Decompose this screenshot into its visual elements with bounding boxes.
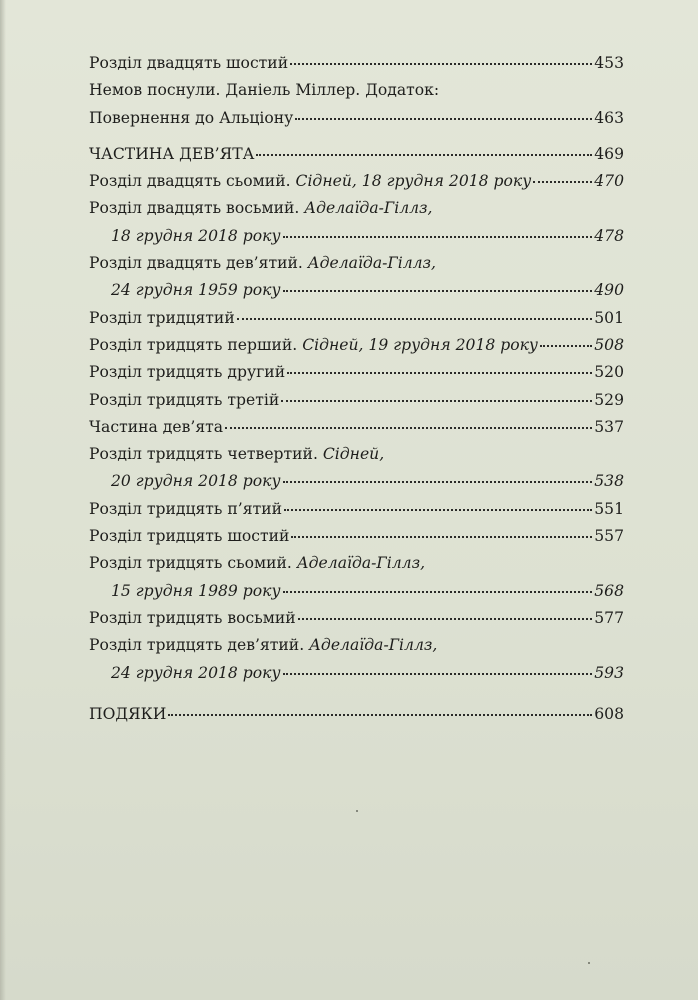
- toc-entry-continuation: [89, 664, 624, 691]
- toc-page-number: 453: [594, 54, 624, 72]
- toc-entry-title: Розділ тридцять дев’ятий. Аделаїда-Гіллз,: [89, 636, 438, 655]
- dot-leader: [283, 236, 593, 238]
- dot-leader: [540, 345, 592, 347]
- toc-entry-title: Немов поснули. Даніель Міллер. Додаток:: [89, 81, 440, 100]
- toc-entry: [89, 199, 624, 226]
- toc-entry-continuation: [89, 472, 624, 499]
- dot-leader: [533, 181, 592, 183]
- toc-page-number: 529: [594, 390, 624, 409]
- toc-page-number: 470: [594, 172, 624, 191]
- dot-leader: [290, 63, 592, 65]
- toc-page-number: 520: [594, 363, 624, 382]
- dot-leader: [281, 400, 592, 402]
- toc-entry-title: Розділ тридцять сьомий. Аделаїда-Гіллз,: [89, 554, 426, 573]
- toc-entry-continuation: [89, 227, 624, 254]
- toc-entry-title: Розділ тридцятий: [89, 308, 235, 327]
- dot-leader: [283, 481, 593, 483]
- toc-part-heading: [89, 145, 624, 172]
- dot-leader: [283, 290, 593, 292]
- toc-entry-title: Розділ двадцять шостий: [89, 54, 289, 72]
- toc-page-number: 508: [594, 335, 624, 354]
- toc-entry-title: Розділ тридцять п’ятий: [89, 499, 282, 518]
- toc-page-number: 577: [594, 608, 624, 627]
- paper-speck: [356, 810, 358, 812]
- toc-entry: [89, 500, 624, 527]
- toc-entry-title: Розділ тридцять шостий: [89, 527, 290, 546]
- toc-entry: [89, 527, 624, 554]
- toc-entry: [89, 636, 624, 663]
- toc-entry: [89, 54, 624, 81]
- toc-entry: [89, 81, 624, 108]
- table-of-contents: [89, 54, 624, 732]
- paper-speck: [588, 962, 590, 964]
- toc-page-number: 463: [594, 108, 624, 127]
- toc-entry-title: Розділ двадцять сьомий. Сідней, 18 грудня 2018 року: [89, 172, 532, 191]
- toc-entry-title: Розділ тридцять четвертий. Сідней,: [89, 445, 385, 464]
- toc-entry-subtitle: 20 грудня 2018 року: [111, 472, 281, 491]
- dot-leader: [298, 618, 593, 620]
- dot-leader: [283, 673, 593, 675]
- toc-page-number: 557: [594, 527, 624, 546]
- toc-entry: [89, 554, 624, 581]
- toc-entry: [89, 363, 624, 390]
- toc-entry-subtitle: Сідней,: [322, 445, 385, 464]
- toc-entry-title: Повернення до Альціону: [89, 108, 294, 127]
- toc-entry-title: ЧАСТИНА ДЕВ’ЯТА: [89, 144, 255, 163]
- toc-entry: [89, 309, 624, 336]
- toc-entry-subtitle: 24 грудня 2018 року: [111, 663, 281, 682]
- toc-page-number: 478: [594, 226, 624, 245]
- toc-entry-title: ПОДЯКИ: [89, 704, 167, 723]
- dot-leader: [237, 318, 593, 320]
- dot-leader: [168, 714, 592, 716]
- toc-entry-subtitle: 18 грудня 2018 року: [111, 226, 281, 245]
- toc-entry-subtitle: Сідней, 18 грудня 2018 року: [295, 172, 532, 191]
- dot-leader: [283, 591, 593, 593]
- toc-page-number: 490: [594, 281, 624, 300]
- dot-leader: [295, 118, 592, 120]
- toc-entry-title: Розділ тридцять восьмий: [89, 608, 296, 627]
- toc-acknowledgements: [89, 705, 624, 732]
- toc-entry-continuation: [89, 281, 624, 308]
- dot-leader: [284, 509, 592, 511]
- dot-leader: [291, 536, 592, 538]
- toc-entry-subtitle: Аделаїда-Гіллз,: [304, 199, 433, 218]
- toc-entry-subtitle: Аделаїда-Гіллз,: [309, 636, 438, 655]
- toc-entry: [89, 172, 624, 199]
- toc-entry-title: Розділ двадцять дев’ятий. Аделаїда-Гіллз,: [89, 254, 437, 273]
- toc-entry-subtitle: Аделаїда-Гіллз,: [307, 254, 437, 273]
- toc-entry-title: Частина дев’ята: [89, 417, 224, 436]
- page-spine-shadow: [0, 0, 6, 1000]
- toc-page-number: 593: [594, 663, 624, 682]
- toc-entry-subtitle: 24 грудня 1959 року: [111, 281, 281, 300]
- toc-entry-title: Розділ тридцять другий: [89, 363, 286, 382]
- toc-page-number: 501: [594, 308, 624, 327]
- toc-page-number: 608: [594, 704, 624, 723]
- toc-entry-title: Розділ тридцять перший. Сідней, 19 грудня 2018 року: [89, 335, 538, 354]
- toc-page-number: 568: [594, 581, 624, 600]
- toc-page-number: 538: [594, 472, 624, 491]
- toc-entry-subtitle: Сідней, 19 грудня 2018 року: [302, 335, 538, 354]
- dot-leader: [256, 154, 592, 156]
- toc-page-number: 469: [594, 144, 624, 163]
- dot-leader: [287, 372, 592, 374]
- toc-entry: [89, 336, 624, 363]
- toc-entry-continuation: [89, 582, 624, 609]
- toc-entry-subtitle: 15 грудня 1989 року: [111, 581, 281, 600]
- toc-page-number: 551: [594, 499, 624, 518]
- toc-entry-subtitle: Аделаїда-Гіллз,: [296, 554, 426, 573]
- toc-entry: [89, 609, 624, 636]
- toc-entry: [89, 418, 624, 445]
- toc-entry: [89, 109, 624, 136]
- toc-entry: [89, 254, 624, 281]
- toc-entry-title: Розділ тридцять третій: [89, 390, 280, 409]
- toc-entry: [89, 445, 624, 472]
- dot-leader: [225, 427, 592, 429]
- toc-entry: [89, 391, 624, 418]
- toc-entry-title: Розділ двадцять восьмий. Аделаїда-Гіллз,: [89, 199, 433, 218]
- toc-page-number: 537: [594, 417, 624, 436]
